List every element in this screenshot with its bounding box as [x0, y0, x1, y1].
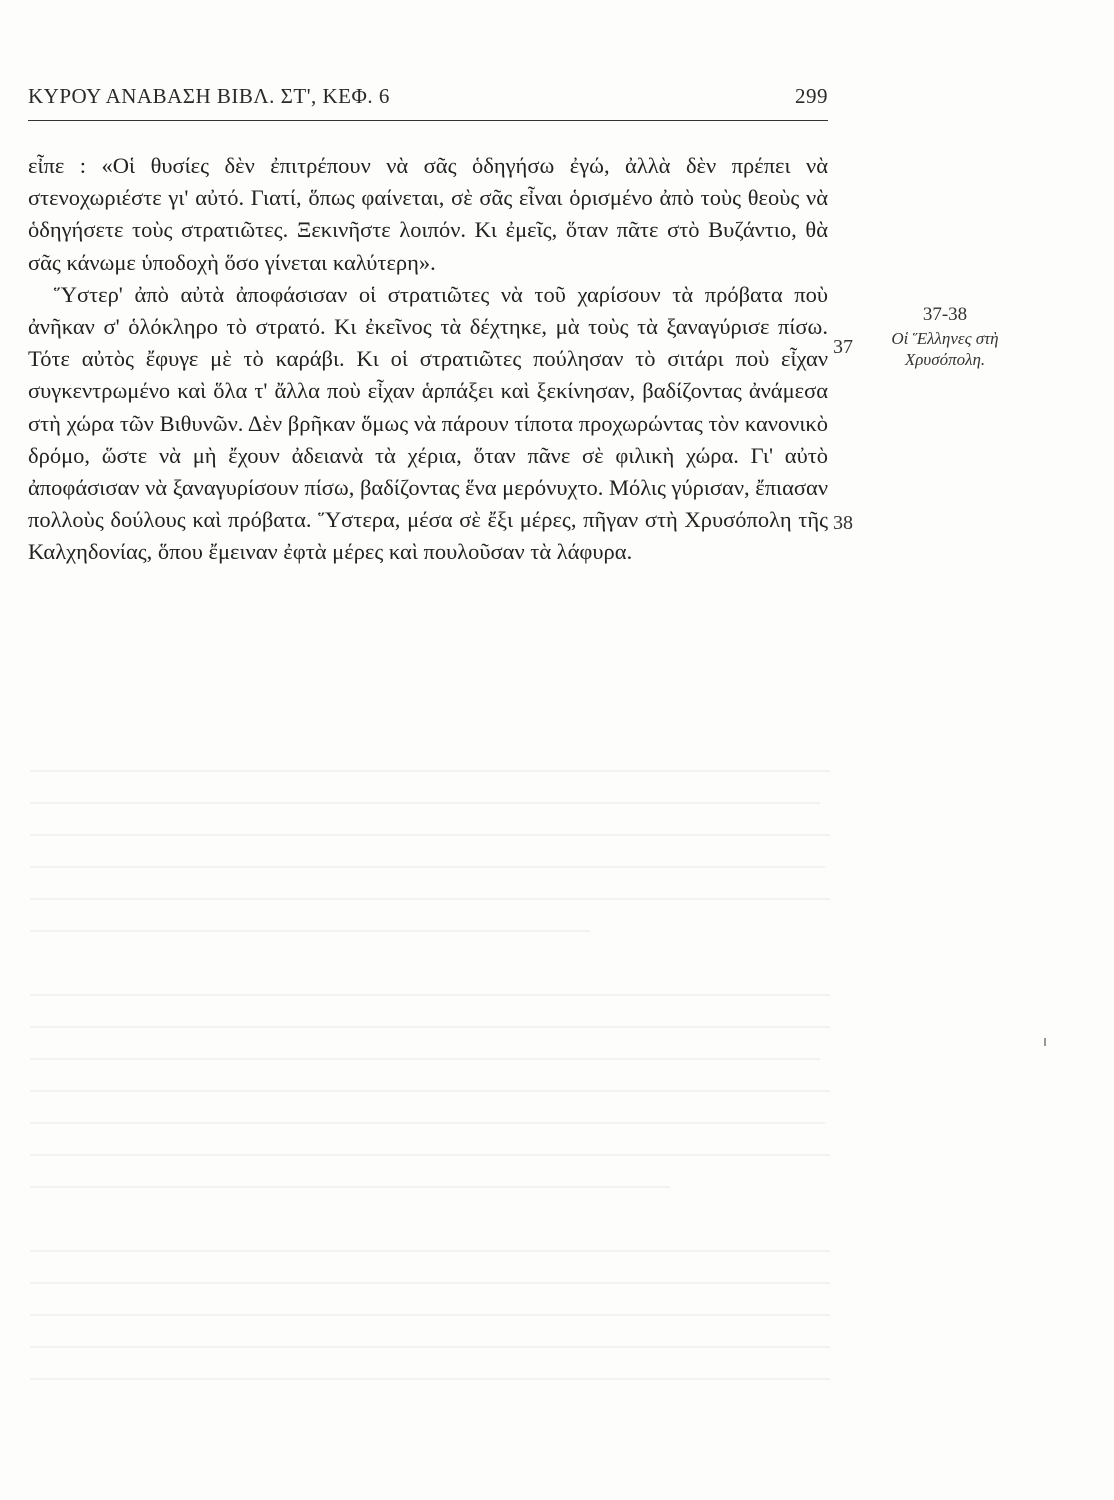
running-head-title: ΚΥΡΟΥ ΑΝΑΒΑΣΗ ΒΙΒΛ. ΣΤ', ΚΕΦ. 6	[28, 84, 390, 108]
section-number-37: 37	[833, 336, 853, 358]
running-head	[28, 84, 828, 114]
main-text	[28, 150, 828, 569]
page-speck	[1044, 1038, 1046, 1046]
margin-note-reference: 37-38	[922, 304, 968, 325]
margin-note	[890, 304, 1010, 370]
bleed-through-shadow	[30, 760, 1090, 1440]
header-rule	[28, 120, 828, 121]
paragraph-2: Ὕστερ' ἀπὸ αὐτὰ ἀποφάσισαν οἱ στρατιῶτες νὰ τοῦ χαρίσουν τὰ πρόβατα ποὺ ἀνῆκαν σ' ὁλόκληρο τὸ στρατό. Κι ἐκεῖνος τὰ δέχτηκε, μὰ τοὺς τὰ ξαναγύρισε πίσω. Τότε αὐτὸς ἔφυγε μὲ τὸ καράβι. Κι οἱ στρατιῶτες πούλησαν τὸ σιτάρι ποὺ εἶχαν συγκεντρωμένο καὶ ὅλα τ' ἄλλα ποὺ εἶχαν ἁρπάξει καὶ ξεκίνησαν, βαδίζοντας ἀνάμεσα στὴ χώρα τῶν Βιθυνῶν. Δὲν βρῆκαν ὅμως νὰ πάρουν τίποτα προχωρώντας τὸν κανονικὸ δρόμο, ὥστε νὰ μὴ ἔχουν ἀδειανὰ τὰ χέρια, ὅταν πᾶνε σὲ φιλικὴ χώρα. Γι' αὐτὸ ἀποφάσισαν νὰ ξαναγυρίσουν πίσω, βαδίζοντας ἕνα μερόνυχτο. Μόλις γύρισαν, ἔπιασαν πολλοὺς δούλους καὶ πρόβατα. Ὕστερα, μέσα σὲ ἔξι μέρες, πῆγαν στὴ Χρυσόπολη τῆς Καλχηδονίας, ὅπου ἔμειναν ἐφτὰ μέρες καὶ πουλοῦσαν τὰ λάφυρα.	[28, 281, 828, 565]
margin-note-gloss: Οἱ Ἕλληνες στὴ Χρυσόπολη.	[891, 329, 999, 369]
paragraph-1: εἶπε : «Οἱ θυσίες δὲν ἐπιτρέπουν νὰ σᾶς ὁδηγήσω ἐγώ, ἀλλὰ δὲν πρέπει νὰ στενοχωριέστε γι' αὐτό. Γιατί, ὅπως φαίνεται, σὲ σᾶς εἶναι ὁρισμένο ἀπὸ τοὺς θεοὺς νὰ ὁδηγήσετε τοὺς στρατιῶτες. Ξεκινῆστε λοιπόν. Κι ἐμεῖς, ὅταν πᾶτε στὸ Βυζάντιο, θὰ σᾶς κάνωμε ὑποδοχὴ ὅσο γίνεται καλύτερη».	[28, 153, 828, 275]
page-number: 299	[795, 84, 828, 108]
section-number-38: 38	[833, 512, 853, 534]
